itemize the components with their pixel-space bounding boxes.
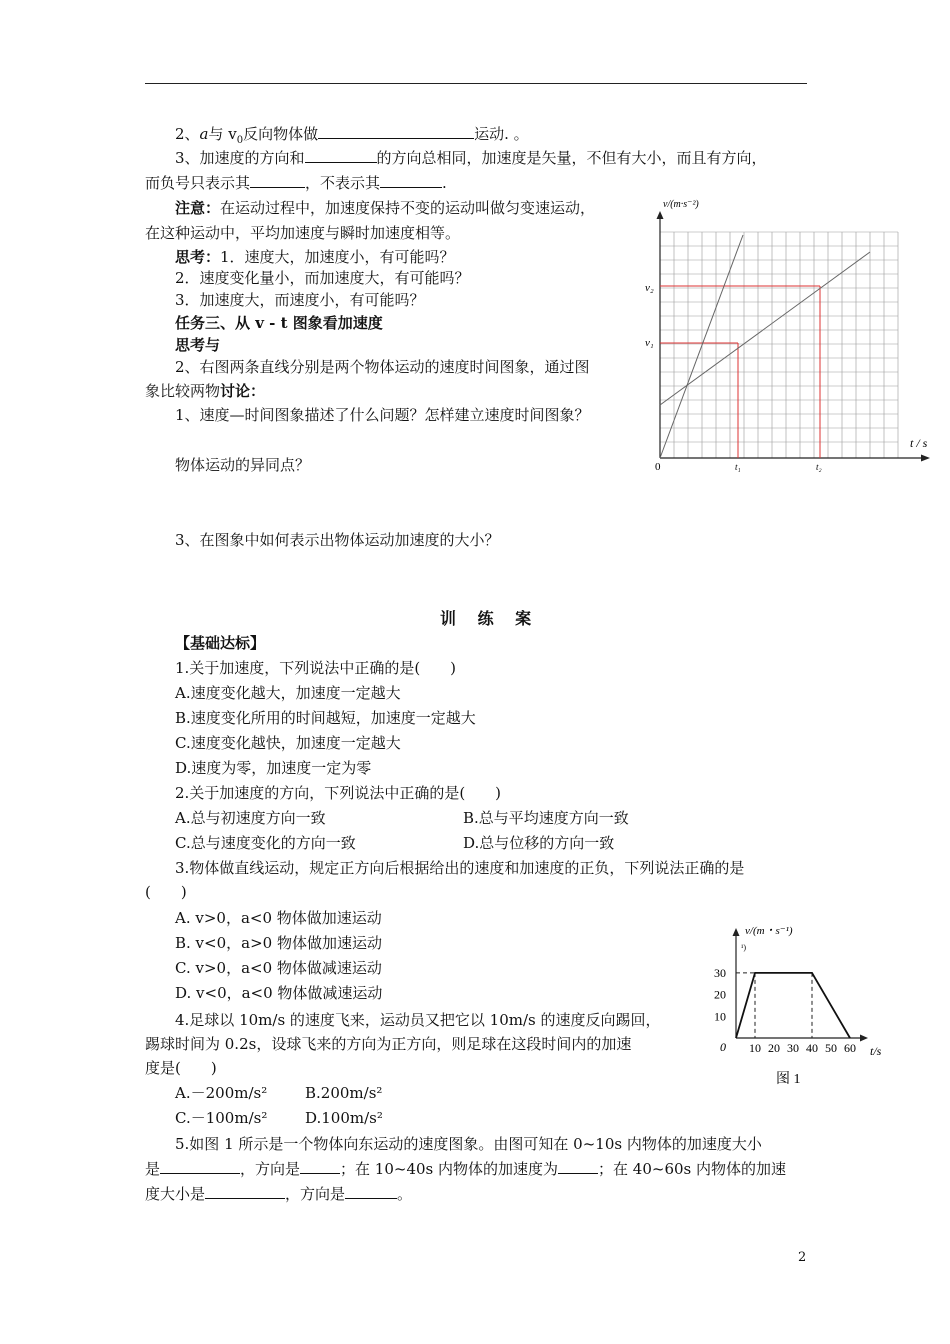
q3-stem: 3.物体做直线运动，规定正方向后根据给出的速度和加速度的正负，下列说法正确的是 bbox=[175, 859, 745, 877]
answer-blank[interactable] bbox=[160, 1159, 240, 1174]
fig1-ytick-label: 20 bbox=[714, 987, 726, 1002]
task3-sub: 思考与 bbox=[175, 336, 221, 354]
q4-line3: 度是( ) bbox=[145, 1059, 217, 1077]
note-line2: 在这种运动中，平均加速度与瞬时加速度相等。 bbox=[145, 224, 461, 242]
origin-label: 0 bbox=[655, 461, 661, 473]
fig1-x-arrow bbox=[860, 1035, 868, 1042]
q5-line3: 度大小是 ，方向是 。 bbox=[145, 1185, 413, 1203]
task3-diff: 物体运动的异同点？ bbox=[175, 456, 311, 474]
q4-option-a[interactable]: A.－200m/s² bbox=[175, 1084, 268, 1102]
fig1-xtick-label: 60 bbox=[844, 1041, 856, 1055]
note-line1: 注意：在运动过程中，加速度保持不变的运动叫做匀变速运动， bbox=[175, 199, 596, 217]
q1-option-a[interactable]: A.速度变化越大，加速度一定越大 bbox=[175, 684, 401, 702]
vt-graph bbox=[640, 195, 935, 480]
fig1-origin: 0 bbox=[720, 1040, 726, 1054]
fig1-xtick-label: 20 bbox=[768, 1041, 780, 1055]
xlabel: t / s bbox=[910, 436, 928, 450]
task3-line2a: 2、右图两条直线分别是两个物体运动的速度时间图象，通过图 bbox=[175, 358, 590, 376]
page-number: 2 bbox=[798, 1250, 807, 1265]
answer-blank[interactable] bbox=[305, 148, 377, 163]
fig1-xtick-label: 50 bbox=[825, 1041, 837, 1055]
line-steep bbox=[660, 235, 743, 458]
fig1-y-arrow bbox=[733, 928, 740, 936]
task3-heading: 任务三、从 v - t 图象看加速度 bbox=[175, 314, 383, 332]
x-axis-arrow bbox=[921, 455, 930, 462]
q4-option-d[interactable]: D.100m/s² bbox=[305, 1109, 383, 1127]
q3-option-d[interactable]: D. v<0，a<0 物体做减速运动 bbox=[175, 984, 383, 1002]
q1-option-c[interactable]: C.速度变化越快，加速度一定越大 bbox=[175, 734, 401, 752]
answer-blank[interactable] bbox=[250, 173, 305, 188]
task3-line1: 1、速度—时间图象描述了什么问题？怎样建立速度时间图象？ bbox=[175, 406, 590, 424]
answer-blank[interactable] bbox=[380, 173, 442, 188]
q2-option-c[interactable]: C.总与速度变化的方向一致 bbox=[175, 834, 356, 852]
q4-line2: 踢球时间为 0.2s，设球飞来的方向为正方向，则足球在这段时间内的加速 bbox=[145, 1035, 632, 1053]
answer-blank[interactable] bbox=[345, 1184, 397, 1199]
q2-option-a[interactable]: A.总与初速度方向一致 bbox=[175, 809, 326, 827]
item3-line2: 而负号只表示其 ，不表示其 . bbox=[145, 174, 447, 192]
q2-stem: 2.关于加速度的方向，下列说法中正确的是( ) bbox=[175, 784, 502, 802]
v2-label: v₂ bbox=[645, 282, 654, 294]
q2-option-b[interactable]: B.总与平均速度方向一致 bbox=[463, 809, 629, 827]
line-shallow bbox=[660, 252, 870, 405]
v1-label: v₁ bbox=[645, 337, 654, 349]
fig1-ylabel: v/(m・s⁻¹) bbox=[745, 925, 793, 937]
section-heading: 【基础达标】 bbox=[175, 634, 266, 652]
answer-blank[interactable] bbox=[205, 1184, 285, 1199]
answer-blank[interactable] bbox=[318, 124, 474, 139]
fig1-xtick-label: 30 bbox=[787, 1041, 799, 1055]
answer-blank[interactable] bbox=[300, 1159, 340, 1174]
task3-line3: 3、在图象中如何表示出物体运动加速度的大小？ bbox=[175, 531, 500, 549]
q3-paren: ( ) bbox=[145, 883, 187, 901]
q3-option-a[interactable]: A. v>0，a<0 物体做加速运动 bbox=[175, 909, 382, 927]
fig1-velocity-line bbox=[736, 973, 850, 1038]
ylabel: v/(m·s⁻²) bbox=[663, 199, 699, 210]
q1-stem: 1.关于加速度，下列说法中正确的是( ) bbox=[175, 659, 457, 677]
q5-line2: 是 ，方向是 ；在 10~40s 内物体的加速度为 ；在 40~60s 内物体的加速 bbox=[145, 1160, 786, 1178]
task3-line2b: 象比较两物讨论： bbox=[145, 382, 266, 400]
item3-line1: 3、加速度的方向和 的方向总相同，加速度是矢量，不但有大小，而且有方向， bbox=[175, 149, 767, 167]
fig1-xlabel: t/s bbox=[870, 1044, 882, 1058]
q1-option-d[interactable]: D.速度为零，加速度一定为零 bbox=[175, 759, 372, 777]
fig1-ytick-label: 30 bbox=[714, 965, 726, 980]
item2-line: 2、a与 $v_0$反向物体做 运动. 。 bbox=[175, 125, 529, 146]
fig1-xtick-label: 40 bbox=[806, 1041, 818, 1055]
fig1-ylabel-exp: ¹) bbox=[741, 943, 747, 952]
fig1-xtick-label: 10 bbox=[749, 1041, 761, 1055]
header-rule bbox=[145, 83, 807, 84]
fig1-ytick-label: 10 bbox=[714, 1009, 726, 1024]
t1-label: t₁ bbox=[735, 462, 741, 472]
q3-option-b[interactable]: B. v<0，a>0 物体做加速运动 bbox=[175, 934, 382, 952]
think-q2: 2．速度变化量小，而加速度大，有可能吗？ bbox=[175, 269, 470, 287]
training-title: 训 练 案 bbox=[440, 609, 540, 628]
q4-option-b[interactable]: B.200m/s² bbox=[305, 1084, 383, 1102]
y-axis-arrow bbox=[657, 211, 664, 219]
q3-option-c[interactable]: C. v>0，a<0 物体做减速运动 bbox=[175, 959, 382, 977]
q4-option-c[interactable]: C.－100m/s² bbox=[175, 1109, 268, 1127]
answer-blank[interactable] bbox=[558, 1159, 598, 1174]
t2-label: t₂ bbox=[816, 462, 822, 472]
q1-option-b[interactable]: B.速度变化所用的时间越短，加速度一定越大 bbox=[175, 709, 476, 727]
q2-option-d[interactable]: D.总与位移的方向一致 bbox=[463, 834, 615, 852]
think-q3: 3．加速度大，而速度小，有可能吗？ bbox=[175, 291, 425, 309]
fig1-caption: 图 1 bbox=[776, 1072, 801, 1087]
q4-line1: 4.足球以 10m/s 的速度飞来，运动员又把它以 10m/s 的速度反向踢回， bbox=[175, 1011, 661, 1029]
q5-line1: 5.如图 1 所示是一个物体向东运动的速度图象。由图可知在 0~10s 内物体的加速度大小 bbox=[175, 1135, 762, 1153]
figure1-graph bbox=[710, 920, 910, 1090]
graph-grid bbox=[660, 232, 898, 458]
think-q1: 思考：1．速度大，加速度小，有可能吗？ bbox=[175, 248, 455, 266]
